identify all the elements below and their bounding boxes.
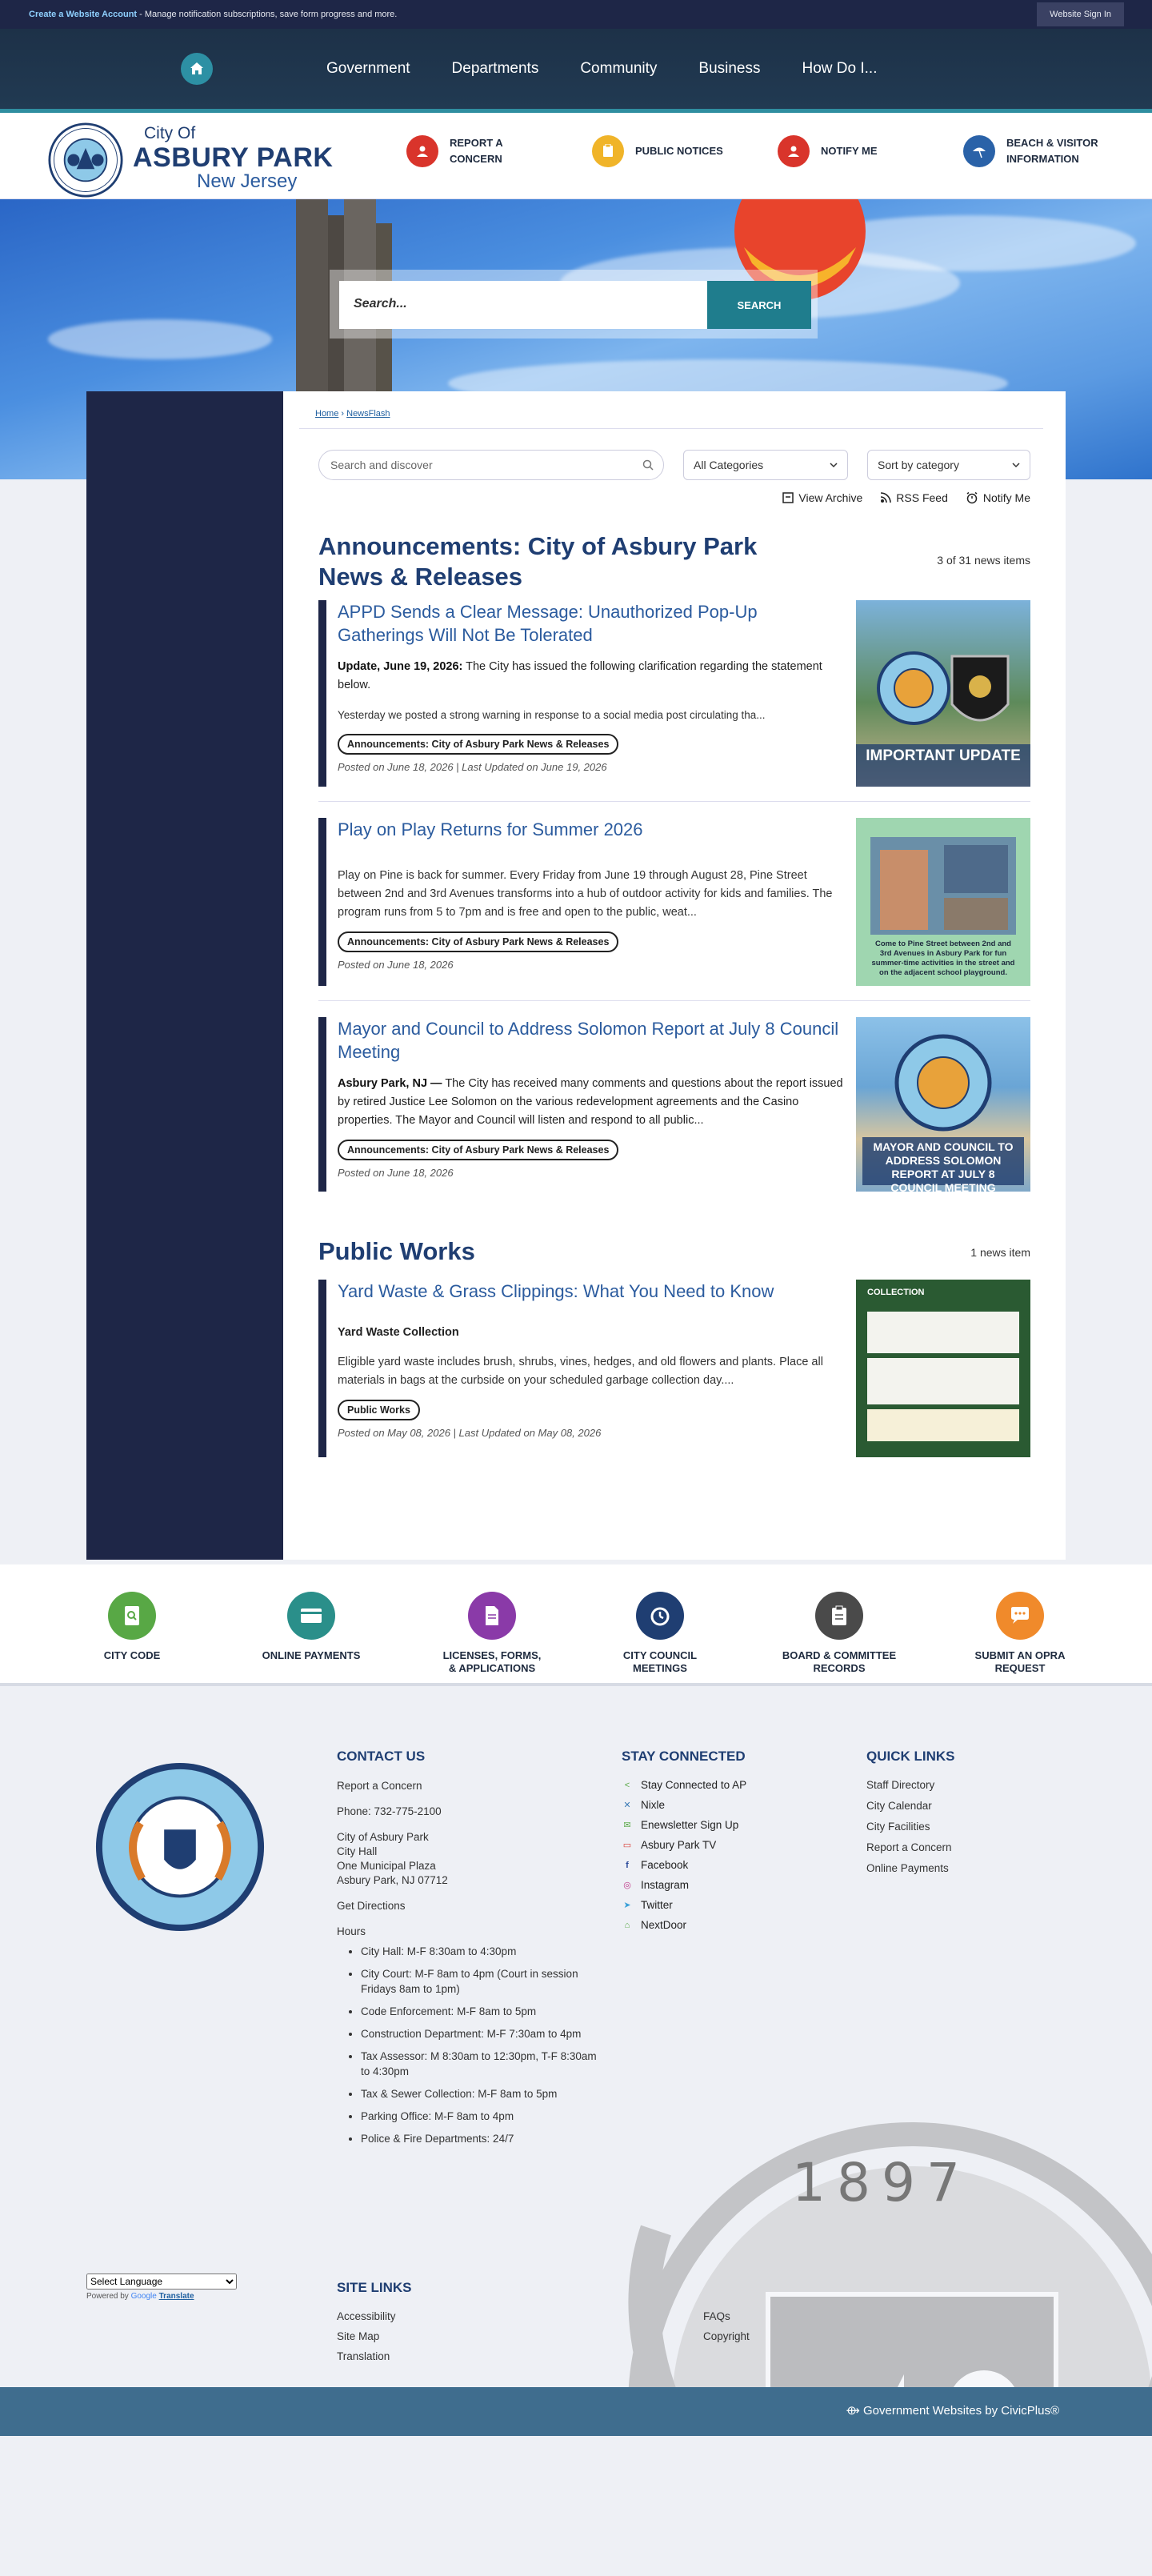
website-sign-in-button[interactable]: Website Sign In [1037,2,1124,26]
news-item-body: Yesterday we posted a strong warning in response to a social media post circulating tha... [338,709,766,721]
news-item-date: Posted on June 18, 2026 [338,959,454,971]
news-item-date: Posted on June 18, 2026 | Last Updated on June 19, 2026 [338,761,607,773]
account-promo-text: - Manage notification subscriptions, save form progress and more. [137,10,398,19]
footer-bottom-bar [0,2387,1152,2436]
quicklink-beach-visitor[interactable] [963,135,1098,167]
news-item-title[interactable]: Yard Waste & Grass Clippings: What You Need to Know [338,1281,774,1301]
powered-by-text: Powered by [86,2292,129,2301]
quicklink-notices-label: PUBLIC NOTICES [635,145,723,157]
news-item-lead-text: The City has issued the following clarification regarding the statement below. [338,660,822,691]
view-archive-link[interactable] [782,491,862,504]
hours-item: • City Hall: M-F 8:30am to 4:30pm [361,1944,601,1959]
section-count: 3 of 31 news items [937,554,1030,567]
thumbnail-caption: COLLECTION [867,1288,925,1297]
stay-connected-link[interactable] [622,1779,798,1791]
stay-connected-heading: STAY CONNECTED [622,1749,746,1764]
news-item-category-tag[interactable]: Announcements: City of Asbury Park News & Releases [338,1140,618,1160]
category-select-value: All Categories [694,459,764,471]
logo-line-city-of: City Of [144,124,196,142]
service-opra-request-label: SUBMIT AN OPRA REQUEST [974,1649,1066,1674]
document-icon [468,1592,516,1640]
google-logo-text: Google [130,2292,157,2301]
service-online-payments[interactable] [243,1592,379,1662]
contact-address-line: City Hall [337,1845,378,1857]
footer-seal-watermark [608,2070,1152,2436]
item-divider [318,801,1030,802]
quicklink-report-label-2: CONCERN [450,153,502,165]
civicplus-label: Government Websites by CivicPlus® [862,2404,1059,2418]
footer-city-seal[interactable] [93,1760,267,1934]
nav-community[interactable]: Community [580,60,658,77]
share-icon: < [624,1780,630,1790]
nav-departments[interactable]: Departments [451,60,539,77]
contact-us-column [337,1749,601,2153]
footer-seal-year: 1897 [792,2152,971,2213]
account-promo [29,10,397,19]
hours-item: • Code Enforcement: M-F 8am to 5pm [361,2004,601,2019]
contact-address-line: City of Asbury Park [337,1831,429,1843]
hours-item: • Parking Office: M-F 8am to 4pm [361,2109,601,2124]
contact-address-line: Asbury Park, NJ 07712 [337,1874,448,1886]
news-item-thumbnail[interactable] [856,818,1030,986]
hero-search-button[interactable]: SEARCH [707,281,811,329]
service-licenses-forms-label: LICENSES, FORMS, & APPLICATIONS [442,1649,542,1674]
news-item-category-tag[interactable]: Announcements: City of Asbury Park News & Releases [338,931,618,952]
nav-government[interactable]: Government [326,60,410,77]
hours-item: • Police & Fire Departments: 24/7 [361,2131,601,2146]
news-item-lead-bold: Asbury Park, NJ — [338,1077,442,1090]
hours-item: • City Court: M-F 8am to 4pm (Court in session Fridays 8am to 1pm) [361,1966,601,1997]
breadcrumb-home[interactable]: Home [315,409,339,419]
nixle-label: Nixle [641,1799,666,1811]
stay-connected-column [622,1749,798,1939]
breadcrumb [299,391,1043,429]
view-archive-label: View Archive [798,491,863,504]
service-city-code[interactable] [64,1592,200,1662]
news-actions [318,491,1030,504]
service-opra-request[interactable] [952,1592,1088,1675]
main-navigation [0,29,1152,113]
chevron-down-icon [830,462,838,468]
quicklink-public-notices[interactable] [592,135,723,167]
twitter-label: Twitter [641,1899,673,1911]
news-search-input[interactable] [318,450,664,480]
nextdoor-icon: ⌂ [624,1920,630,1930]
quick-services-bar [0,1564,1152,1686]
news-item-lead-text: The City has received many comments and questions about the report issued by retired Justice Lee Solomon on the various redevelopment agreements and the Casino properties. The Mayor and Council will listen and respond to all public... [338,1077,843,1127]
breadcrumb-newsflash[interactable]: NewsFlash [346,409,390,419]
asbury-park-tv-label: Asbury Park TV [641,1839,717,1851]
service-council-meetings-label: CITY COUNCIL MEETINGS [622,1649,698,1674]
asbury-park-tv-link[interactable] [622,1839,798,1851]
instagram-icon: ◎ [623,1881,631,1890]
item-divider [318,1000,1030,1001]
notify-me-label: Notify Me [982,491,1030,504]
clock-icon [636,1592,684,1640]
hours-label: Hours [337,1925,366,1937]
news-item-lead [338,1075,845,1130]
service-board-records[interactable] [771,1592,907,1675]
newsflash-panel [283,391,1066,1560]
quicklink-beach-label-2: INFORMATION [1006,153,1079,165]
instagram-link[interactable] [622,1879,798,1891]
news-item-lead-bold: Update, June 19, 2026: [338,660,463,673]
quick-link-staff-directory[interactable]: Staff Directory [866,1779,935,1791]
hero-search-input[interactable]: Search... [339,281,714,329]
news-search-placeholder: Search and discover [330,459,433,471]
quick-links-column [866,1749,1026,1883]
get-directions-link[interactable]: Get Directions [337,1900,406,1912]
site-link-accessibility[interactable]: Accessibility [337,2310,396,2322]
chevron-down-icon [1012,462,1020,468]
city-name-logo[interactable] [133,124,333,191]
home-icon [189,61,205,77]
service-city-code-label: CITY CODE [103,1649,161,1661]
contact-us-heading: CONTACT US [337,1749,426,1764]
notify-me-link[interactable] [966,491,1030,504]
contact-report-concern-link[interactable]: Report a Concern [337,1780,422,1792]
search-doc-icon [108,1592,156,1640]
sort-select[interactable] [867,450,1030,480]
quick-link-city-facilities[interactable]: City Facilities [866,1821,930,1833]
rss-feed-label: RSS Feed [896,491,948,504]
thumbnail-caption: MAYOR AND COUNCIL TO ADDRESS SOLOMON REPORT AT JULY 8 COUNCIL MEETING [873,1140,1014,1192]
create-account-link[interactable]: Create a Website Account [29,10,138,19]
service-council-meetings[interactable] [592,1592,728,1675]
service-online-payments-label: ONLINE PAYMENTS [262,1649,361,1661]
news-item-thumbnail[interactable] [856,1017,1030,1192]
envelope-icon: ✉ [623,1821,631,1830]
section-title[interactable]: Public Works [318,1237,475,1265]
news-item-category-tag[interactable]: Public Works [338,1400,420,1420]
contact-phone[interactable]: Phone: 732-775-2100 [337,1805,442,1817]
quicklink-beach-label-1: BEACH & VISITOR [1006,137,1098,149]
archive-icon [782,492,794,503]
site-header [0,113,1152,199]
site-link-faqs[interactable]: FAQs [703,2310,730,2322]
contact-address-line: One Municipal Plaza [337,1860,436,1872]
thumbnail-caption: IMPORTANT UPDATE [866,747,1021,764]
news-item-title[interactable]: Mayor and Council to Address Solomon Report at July 8 Council Meeting [338,1019,839,1062]
news-item-title[interactable]: Play on Play Returns for Summer 2026 [338,819,643,839]
section-public-works-header [318,1236,1030,1267]
nixle-link[interactable] [622,1799,798,1811]
person-bell-icon [778,135,810,167]
news-item-date: Posted on May 08, 2026 | Last Updated on May 08, 2026 [338,1427,602,1439]
site-links-heading: SITE LINKS [337,2280,412,2295]
beach-umbrella-icon [963,135,995,167]
nixle-icon: ✕ [623,1801,631,1810]
twitter-icon: ➤ [623,1901,631,1910]
service-board-records-label: BOARD & COMMITTEE RECORDS [782,1649,897,1674]
enewsletter-link[interactable] [622,1819,798,1831]
news-item-thumbnail[interactable] [856,600,1030,787]
quicklink-notify-label: NOTIFY ME [821,145,878,157]
clipboard-icon [815,1592,863,1640]
hours-item: • Tax & Sewer Collection: M-F 8am to 5pm [361,2086,601,2101]
person-alert-icon [406,135,438,167]
logo-line-new-jersey: New Jersey [197,170,298,192]
quick-link-online-payments[interactable]: Online Payments [866,1862,949,1874]
city-seal-logo[interactable] [48,122,123,198]
news-item-date: Posted on June 18, 2026 [338,1167,454,1179]
quicklink-report-concern[interactable] [406,135,503,167]
hours-item: • Construction Department: M-F 7:30am to 4pm [361,2026,601,2041]
instagram-label: Instagram [641,1879,690,1891]
nextdoor-link[interactable] [622,1919,798,1931]
news-item-title[interactable]: APPD Sends a Clear Message: Unauthorized Pop-Up Gatherings Will Not Be Tolerated [338,602,758,645]
quick-links-heading: QUICK LINKS [866,1749,955,1764]
news-item-thumbnail[interactable] [856,1280,1030,1457]
enewsletter-label: Enewsletter Sign Up [641,1819,739,1831]
credit-card-icon [287,1592,335,1640]
nav-how-do-i[interactable]: How Do I... [802,60,878,77]
service-licenses-forms[interactable] [424,1592,560,1675]
translate-link[interactable]: Translate [158,2292,194,2301]
facebook-icon: f [626,1860,629,1870]
quicklink-notify-me[interactable] [778,135,878,167]
language-select[interactable] [86,2274,237,2290]
civicplus-credit[interactable] [846,2403,1059,2418]
news-item [318,600,1030,787]
top-bar [0,0,1152,29]
quicklink-report-label-1: REPORT A [450,137,503,149]
category-select[interactable] [683,450,848,480]
alarm-icon [966,491,978,504]
news-item-lead: Yard Waste Collection [338,1326,459,1339]
logo-line-asbury-park: ASBURY PARK [133,142,334,173]
news-item-category-tag[interactable]: Announcements: City of Asbury Park News & Releases [338,734,618,755]
news-item [318,1017,1030,1192]
rss-feed-link[interactable] [880,491,948,504]
civicplus-icon: ⟴ [846,2404,863,2418]
nextdoor-label: NextDoor [641,1919,687,1931]
section-count: 1 news item [970,1246,1030,1259]
section-announcements-header [318,531,1030,592]
hours-list [337,1944,601,2146]
google-translate [86,2274,237,2301]
rss-icon [880,492,891,503]
home-button[interactable] [181,53,213,85]
news-item-body: Play on Pine is back for summer. Every Friday from June 19 through August 28, Pine Street between 2nd and 3rd Avenues transforms into a hub of outdoor activity for kids and families. The program runs from 5 to 7pm and is free and open to the public, weat... [338,869,833,919]
thumbnail-caption: Come to Pine Street between 2nd and 3rd Avenues in Asbury Park for fun summer-time activities in the street and on the adjacent school playground. [871,939,1015,977]
powered-by-google [86,2292,237,2301]
nav-business[interactable]: Business [698,60,761,77]
notice-board-icon [592,135,624,167]
facebook-link[interactable] [622,1859,798,1871]
news-filters [318,450,1030,480]
stay-connected-label: Stay Connected to AP [641,1779,747,1791]
site-footer [0,1686,1152,2436]
news-item [318,1280,1030,1457]
quick-link-report-concern[interactable]: Report a Concern [866,1841,952,1853]
chat-icon [996,1592,1044,1640]
quick-link-city-calendar[interactable]: City Calendar [866,1800,932,1812]
yard-waste-flyer-graphic [856,1280,1030,1457]
facebook-label: Facebook [641,1859,689,1871]
tv-icon: ▭ [622,1841,632,1850]
search-icon[interactable] [642,459,654,471]
site-link-translation[interactable]: Translation [337,2350,390,2362]
twitter-link[interactable] [622,1899,798,1911]
site-links [337,2280,897,2362]
site-link-site-map[interactable]: Site Map [337,2330,380,2342]
hours-item: • Tax Assessor: M 8:30am to 12:30pm, T-F 8:30am to 4:30pm [361,2049,601,2079]
site-link-copyright[interactable]: Copyright [703,2330,750,2342]
breadcrumb-separator: › [338,409,347,419]
news-item [318,818,1030,986]
left-sidebar [86,391,283,1560]
news-item-lead [338,658,845,695]
sort-select-value: Sort by category [878,459,959,471]
news-item-body: Eligible yard waste includes brush, shrubs, vines, hedges, and old flowers and plants. Place all materials in bags at the curbside on your scheduled garbage collection day.... [338,1356,823,1387]
section-title[interactable]: Announcements: City of Asbury Park News & Releases [318,532,758,591]
hero-search [330,270,818,339]
